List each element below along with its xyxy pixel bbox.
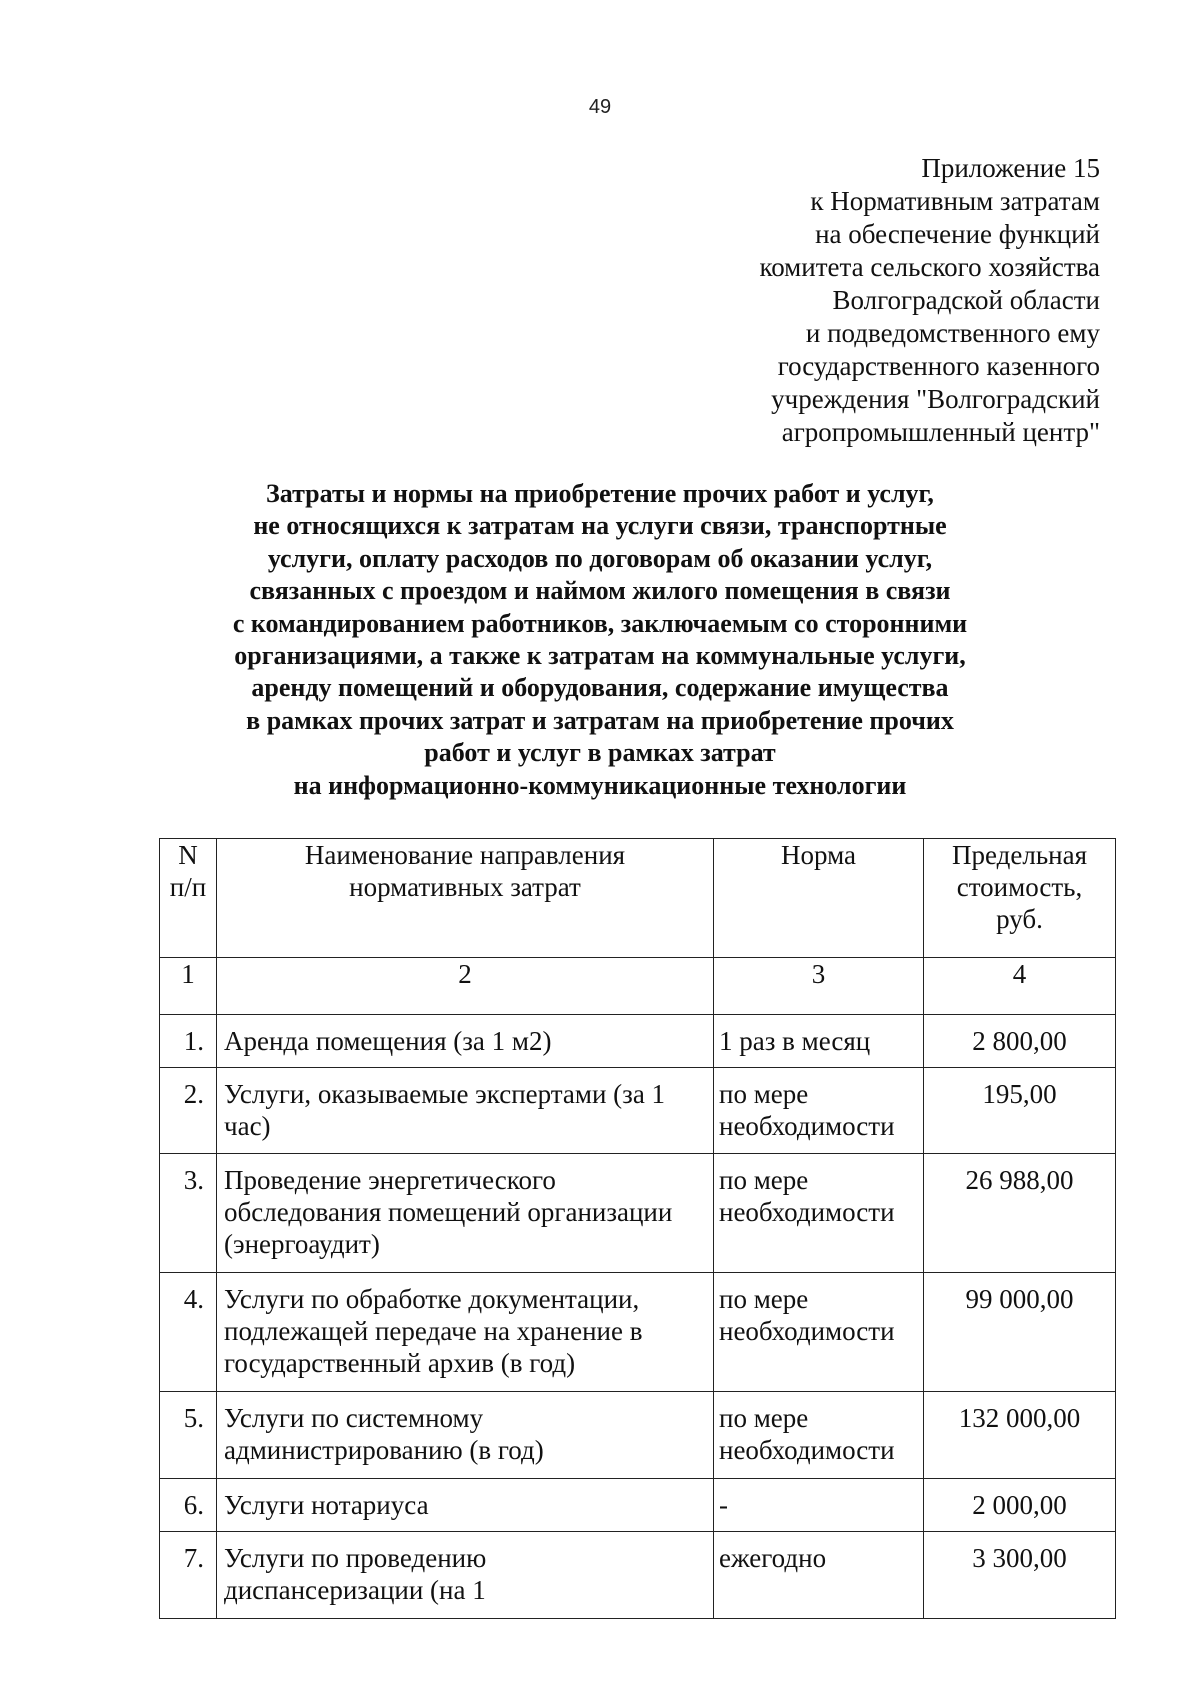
header-price-line: руб.	[996, 904, 1043, 934]
row-norm-line: необходимости	[719, 1197, 895, 1227]
header-name-line: Наименование направления	[304, 840, 626, 870]
row-name-line: подлежащей передаче на хранение в	[224, 1316, 643, 1346]
title-line: услуги, оплату расходов по договорам об оказании услуг,	[267, 543, 933, 573]
row-name-line: обследования помещений организации	[224, 1197, 673, 1227]
row-name-line: час)	[224, 1111, 271, 1141]
header-num-line: N	[178, 840, 198, 870]
row-name	[217, 1015, 714, 1068]
appendix-line: государственного казенного	[777, 351, 1100, 381]
row-name-line: Услуги по системному	[224, 1403, 484, 1433]
header-name	[217, 839, 714, 958]
row-name-line: Проведение энергетического	[224, 1165, 556, 1195]
row-name-line: администрированию (в год)	[224, 1435, 544, 1465]
title-line: не относящихся к затратам на услуги связи, транспортные	[253, 511, 947, 541]
row-name-line: (энергоаудит)	[224, 1229, 380, 1259]
title-line: работ и услуг в рамках затрат	[424, 738, 776, 768]
table-row	[160, 1532, 1116, 1619]
row-name-line: Услуги нотариуса	[224, 1490, 429, 1520]
header-norm-line: Норма	[781, 840, 856, 870]
title-line: на информационно-коммуникационные технологии	[293, 770, 907, 800]
table-row	[160, 1273, 1116, 1392]
column-number-row	[160, 958, 1116, 1015]
title-line: связанных с проездом и наймом жилого помещения в связи	[249, 576, 951, 606]
row-name-line: Услуги по проведению	[224, 1543, 487, 1573]
table-row	[160, 1154, 1116, 1273]
title-line: в рамках прочих затрат и затратам на приобретение прочих	[246, 705, 954, 735]
header-num	[160, 839, 217, 958]
row-name	[217, 1273, 714, 1392]
appendix-line: к Нормативным затратам	[810, 186, 1100, 216]
row-name-line: диспансеризации (на 1	[224, 1575, 486, 1605]
row-norm-line: необходимости	[719, 1111, 895, 1141]
costs-table	[159, 838, 1116, 1619]
appendix-line: учреждения "Волгоградский	[771, 384, 1100, 414]
row-price: 132 000,00	[924, 1392, 1116, 1479]
row-price: 26 988,00	[924, 1154, 1116, 1273]
table-row	[160, 1392, 1116, 1479]
row-name-line: государственный архив (в год)	[224, 1348, 576, 1378]
appendix-line: комитета сельского хозяйства	[759, 252, 1100, 282]
row-norm-line: ежегодно	[719, 1543, 827, 1573]
row-price: 99 000,00	[924, 1273, 1116, 1392]
appendix-line: агропромышленный центр"	[781, 417, 1100, 447]
row-norm	[714, 1154, 924, 1273]
title-line: аренду помещений и оборудования, содержание имущества	[251, 673, 949, 703]
row-norm	[714, 1273, 924, 1392]
row-name	[217, 1068, 714, 1154]
header-price-line: стоимость,	[956, 872, 1083, 902]
row-norm-line: необходимости	[719, 1435, 895, 1465]
appendix-line: на обеспечение функций	[815, 219, 1100, 249]
title-line: организациями, а также к затратам на коммунальные услуги,	[234, 641, 966, 671]
row-price: 2 000,00	[924, 1479, 1116, 1532]
row-name	[217, 1154, 714, 1273]
row-number: 7.	[160, 1532, 217, 1619]
row-name-line: Услуги, оказываемые экспертами (за 1	[224, 1079, 666, 1109]
table-row	[160, 1479, 1116, 1532]
appendix-line: Волгоградской области	[832, 285, 1100, 315]
title-line: Затраты и нормы на приобретение прочих работ и услуг,	[266, 479, 934, 508]
row-norm	[714, 1532, 924, 1619]
row-name-line: Аренда помещения (за 1 м2)	[224, 1026, 552, 1056]
column-number: 1	[160, 958, 217, 1015]
table-row	[160, 1015, 1116, 1068]
row-norm-line: по мере	[719, 1403, 809, 1433]
title-line: с командированием работников, заключаемым со сторонними	[232, 608, 968, 638]
row-norm	[714, 1392, 924, 1479]
appendix-line: Приложение 15	[921, 153, 1100, 183]
row-norm	[714, 1015, 924, 1068]
column-number: 2	[217, 958, 714, 1015]
row-norm-line: 1 раз в месяц	[719, 1026, 871, 1056]
row-norm-line: по мере	[719, 1284, 809, 1314]
row-norm	[714, 1479, 924, 1532]
row-number: 4.	[160, 1273, 217, 1392]
column-number: 3	[714, 958, 924, 1015]
row-number: 3.	[160, 1154, 217, 1273]
row-name	[217, 1479, 714, 1532]
row-norm-line: необходимости	[719, 1316, 895, 1346]
row-price: 3 300,00	[924, 1532, 1116, 1619]
document-title	[150, 478, 1050, 802]
header-price-line: Предельная	[952, 840, 1087, 870]
header-name-line: нормативных затрат	[349, 872, 581, 902]
row-norm-line: по мере	[719, 1079, 809, 1109]
header-num-line: п/п	[169, 872, 207, 902]
row-norm	[714, 1068, 924, 1154]
row-number: 6.	[160, 1479, 217, 1532]
row-name	[217, 1532, 714, 1619]
row-price: 2 800,00	[924, 1015, 1116, 1068]
row-name	[217, 1392, 714, 1479]
header-norm	[714, 839, 924, 958]
row-number: 1.	[160, 1015, 217, 1068]
row-name-line: Услуги по обработке документации,	[224, 1284, 640, 1314]
row-norm-line: по мере	[719, 1165, 809, 1195]
page-number: 49	[588, 96, 612, 118]
row-number: 5.	[160, 1392, 217, 1479]
row-norm-line: -	[719, 1490, 728, 1520]
appendix-reference	[759, 152, 1100, 449]
column-number: 4	[924, 958, 1116, 1015]
appendix-line: и подведомственного ему	[805, 318, 1100, 348]
table-row	[160, 1068, 1116, 1154]
header-price	[924, 839, 1116, 958]
table-header-row	[160, 839, 1116, 958]
row-price: 195,00	[924, 1068, 1116, 1154]
row-number: 2.	[160, 1068, 217, 1154]
